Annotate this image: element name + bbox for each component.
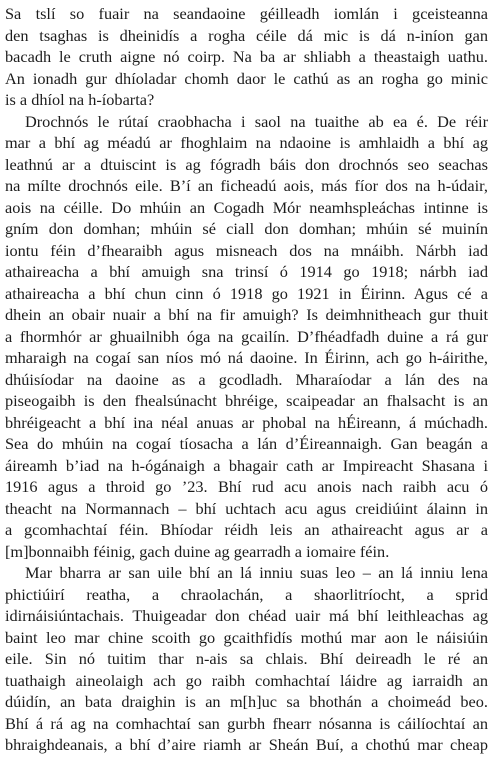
text-line: mar a bhí ag méadú ar fhoghlaim na ndaoine is amhlaidh a bhí ag	[5, 133, 488, 152]
text-line: leathnú ar a dtuiscint is ag fógradh báis don drochnós seo seachas	[5, 154, 488, 174]
text-line: [m]bonnaibh féinig, gach duine ag gearradh a iomaire féin.	[5, 541, 390, 561]
text-line: gním don domhan; mhúin sé ciall don domhan; mhúin sé muinín	[5, 219, 488, 238]
text-line: Drochnós le rútaí craobhacha i saol na tuaithe ab ea é. De réir	[25, 111, 488, 131]
text-line: bacadh le cruth aigne nó coirp. Na ba ar shliabh a theastaigh uathu.	[5, 47, 488, 66]
text-line: is a dhíol na h-íobarta?	[5, 90, 155, 109]
text-line: na mílte drochnós eile. B’í an ficheadú aois, más fíor dos na h-údair,	[5, 176, 488, 195]
text-line: den tsaghas is dheinidís a rogha céile dá mic is dá n-iníon gan	[5, 25, 488, 45]
text-line: aois na céille. Do mhúin an Cogadh Mór neamhspleáchas intinne is	[5, 197, 488, 217]
text-line: athaireacha a bhí amuigh sna trinsí ó 1914 go 1918; nárbh iad	[5, 262, 488, 281]
text-line: idirnáisiúntachais. Thuigeadar don chéad uair má bhí leithleachas ag	[5, 606, 488, 625]
text-line: 1916 agus a throid go ’23. Bhí rud acu anois nach raibh acu ó	[5, 477, 488, 496]
text-line: Mar bharra ar san uile bhí an lá inniu suas leo – an lá inniu lena	[25, 563, 488, 582]
text-line: athaireacha a bhí chun cinn ó 1918 go 1921 in Éirinn. Agus cé a	[5, 283, 488, 303]
text-line: dhúisíodar na daoine as a gcodladh. Mharaíodar a lán des na	[5, 369, 488, 389]
text-line: a gcomhachtaí féin. Bhíodar réidh leis an athaireacht agus ar a	[5, 520, 488, 539]
text-line: tuathaigh aineolaigh ach go raibh comhachtaí láidre ag iarraidh an	[5, 670, 488, 690]
text-line: bhraighdeanais, a bhí d’aire riamh ar Sheán Buí, a chothú mar cheap	[5, 735, 488, 754]
text-line: Sa tslí so fuair na seandaoine géilleadh iomlán i gceisteanna	[5, 4, 488, 23]
text-line: a fhormhór ar ghuailnibh óga na gcailín. D’fhéadfadh duine a rá gur	[5, 326, 488, 346]
text-line: áireamh b’iad na h-ógánaigh a bhagair cath ar Impireacht Shasana i	[5, 455, 488, 475]
text-line: bhréigeacht a bhí ina néal anuas ar phobal na hÉireann, á múchadh.	[5, 412, 488, 432]
text-line: iontu féin d’fhearaibh agus misneach dos na mnáibh. Nárbh iad	[5, 240, 488, 260]
text-line: baint leo mar chine scoith go gcaithfidís mothú mar aon le náisiúin	[5, 627, 488, 647]
text-line: Bhí á rá ag na comhachtaí san gurbh fhearr nósanna is cáilíochtaí an	[5, 713, 488, 733]
text-line: dúidín, an bata draighin is an m[h]uc sa bhothán a choimeád beo.	[5, 692, 488, 711]
text-line: mharaigh na cogaí san níos mó ná daoine. In Éirinn, ach go h-áirithe,	[5, 348, 488, 367]
text-line: theacht na Normannach – bhí uchtach acu agus creidiúint álainn in	[5, 498, 488, 518]
text-line: piseogaibh is den fhealsúnacht bhréige, scaipeadar an fhalsacht is an	[5, 391, 488, 410]
text-line: An ionadh gur dhíoladar chomh daor le cathú as an rogha go minic	[5, 68, 488, 88]
text-line: Sea do mhúin na cogaí tíosacha a lán d’Éireannaigh. Gan beagán a	[5, 434, 488, 453]
text-line: phictiúirí reatha, a chraolachán, a shaorlitríocht, a sprid	[5, 584, 488, 604]
text-line: eile. Sin nó tuitim thar n-ais sa chlais. Bhí deireadh le ré an	[5, 649, 488, 668]
text-line: dhein an obair nuair a bhí na fir amuigh? Is deimhnitheach gur thuit	[5, 305, 488, 324]
